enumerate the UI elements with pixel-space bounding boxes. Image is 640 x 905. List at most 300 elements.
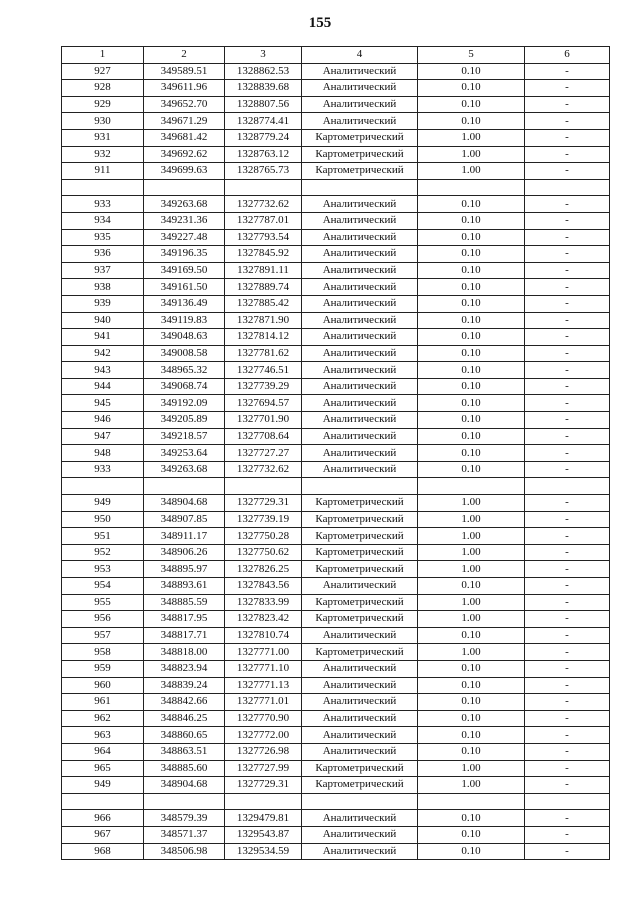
table-row [62,246,610,263]
accuracy-cell: 0.10 [418,345,525,362]
x-coordinate-cell: 348823.94 [144,660,225,677]
point-number-cell: 941 [62,329,144,346]
table-row [62,544,610,561]
x-coordinate-cell: 348860.65 [144,727,225,744]
accuracy-cell: 0.10 [418,279,525,296]
x-coordinate-cell: 349008.58 [144,345,225,362]
note-cell: - [525,378,610,395]
point-number-cell: 955 [62,594,144,611]
y-coordinate-cell: 1328765.73 [225,163,302,180]
note-cell: - [525,96,610,113]
point-number-cell: 953 [62,561,144,578]
x-coordinate-cell: 349263.68 [144,196,225,213]
point-number-cell: 944 [62,378,144,395]
method-cell: Аналитический [302,412,418,429]
note-cell: - [525,495,610,512]
method-cell [302,179,418,196]
point-number-cell: 939 [62,295,144,312]
method-cell: Аналитический [302,312,418,329]
point-number-cell: 962 [62,710,144,727]
method-cell: Картометрический [302,544,418,561]
method-cell: Аналитический [302,578,418,595]
y-coordinate-cell: 1327885.42 [225,295,302,312]
y-coordinate-cell: 1328862.53 [225,63,302,80]
point-number-cell: 949 [62,777,144,794]
table-row [62,528,610,545]
method-cell: Аналитический [302,246,418,263]
y-coordinate-cell: 1327871.90 [225,312,302,329]
note-cell: - [525,262,610,279]
method-cell: Аналитический [302,212,418,229]
x-coordinate-cell: 349161.50 [144,279,225,296]
accuracy-cell [418,793,525,810]
method-cell: Картометрический [302,777,418,794]
table-row [62,146,610,163]
point-number-cell: 950 [62,511,144,528]
note-cell: - [525,129,610,146]
note-cell: - [525,694,610,711]
method-cell: Аналитический [302,428,418,445]
x-coordinate-cell: 348895.97 [144,561,225,578]
accuracy-cell: 0.10 [418,395,525,412]
table-row [62,395,610,412]
method-cell: Аналитический [302,694,418,711]
note-cell: - [525,445,610,462]
method-cell: Аналитический [302,345,418,362]
note-cell: - [525,743,610,760]
point-number-cell: 934 [62,212,144,229]
point-number-cell: 936 [62,246,144,263]
note-cell: - [525,212,610,229]
table-row [62,295,610,312]
accuracy-cell: 0.10 [418,445,525,462]
table-row [62,578,610,595]
note-cell: - [525,345,610,362]
method-cell: Аналитический [302,362,418,379]
accuracy-cell: 1.00 [418,528,525,545]
point-number-cell: 951 [62,528,144,545]
x-coordinate-cell: 349205.89 [144,412,225,429]
table-body [62,63,610,860]
accuracy-cell: 1.00 [418,777,525,794]
y-coordinate-cell: 1327750.28 [225,528,302,545]
point-number-cell: 937 [62,262,144,279]
note-cell: - [525,826,610,843]
method-cell: Картометрический [302,611,418,628]
y-coordinate-cell: 1327843.56 [225,578,302,595]
accuracy-cell: 1.00 [418,129,525,146]
x-coordinate-cell: 348885.60 [144,760,225,777]
x-coordinate-cell: 349699.63 [144,163,225,180]
point-number-cell: 933 [62,461,144,478]
method-cell: Аналитический [302,743,418,760]
y-coordinate-cell: 1327771.01 [225,694,302,711]
note-cell: - [525,395,610,412]
note-cell: - [525,644,610,661]
accuracy-cell: 0.10 [418,627,525,644]
note-cell: - [525,760,610,777]
x-coordinate-cell: 348846.25 [144,710,225,727]
point-number-cell: 956 [62,611,144,628]
point-number-cell: 927 [62,63,144,80]
point-number-cell: 928 [62,80,144,97]
table-row [62,163,610,180]
note-cell: - [525,246,610,263]
y-coordinate-cell: 1327739.29 [225,378,302,395]
y-coordinate-cell: 1327732.62 [225,196,302,213]
y-coordinate-cell: 1327845.92 [225,246,302,263]
table-row [62,412,610,429]
table-row [62,378,610,395]
x-coordinate-cell: 349681.42 [144,129,225,146]
point-number-cell: 911 [62,163,144,180]
table-row [62,129,610,146]
method-cell [302,793,418,810]
note-cell: - [525,677,610,694]
y-coordinate-cell: 1327891.11 [225,262,302,279]
x-coordinate-cell: 348817.71 [144,627,225,644]
accuracy-cell: 0.10 [418,826,525,843]
table-row [62,196,610,213]
accuracy-cell: 0.10 [418,461,525,478]
y-coordinate-cell: 1327771.00 [225,644,302,661]
note-cell: - [525,710,610,727]
accuracy-cell: 0.10 [418,196,525,213]
point-number-cell [62,793,144,810]
point-number-cell: 952 [62,544,144,561]
y-coordinate-cell: 1327889.74 [225,279,302,296]
y-coordinate-cell: 1327771.10 [225,660,302,677]
note-cell: - [525,544,610,561]
accuracy-cell [418,179,525,196]
note-cell: - [525,428,610,445]
point-number-cell: 935 [62,229,144,246]
table-row [62,760,610,777]
accuracy-cell: 0.10 [418,428,525,445]
accuracy-cell: 0.10 [418,843,525,860]
table-row [62,826,610,843]
accuracy-cell: 1.00 [418,544,525,561]
method-cell: Аналитический [302,63,418,80]
table-row [62,561,610,578]
table-row [62,694,610,711]
point-number-cell: 948 [62,445,144,462]
note-cell: - [525,528,610,545]
point-number-cell: 949 [62,495,144,512]
accuracy-cell: 0.10 [418,710,525,727]
y-coordinate-cell: 1327814.12 [225,329,302,346]
accuracy-cell: 0.10 [418,229,525,246]
method-cell: Картометрический [302,163,418,180]
accuracy-cell: 0.10 [418,412,525,429]
method-cell: Аналитический [302,229,418,246]
method-cell: Аналитический [302,810,418,827]
x-coordinate-cell: 349611.96 [144,80,225,97]
x-coordinate-cell: 348885.59 [144,594,225,611]
point-number-cell [62,179,144,196]
coordinates-table [61,46,610,860]
y-coordinate-cell: 1327793.54 [225,229,302,246]
point-number-cell: 931 [62,129,144,146]
method-cell: Аналитический [302,660,418,677]
method-cell: Картометрический [302,760,418,777]
x-coordinate-cell [144,793,225,810]
point-number-cell: 968 [62,843,144,860]
table-row [62,644,610,661]
x-coordinate-cell: 348965.32 [144,362,225,379]
note-cell: - [525,611,610,628]
y-coordinate-cell: 1327727.27 [225,445,302,462]
y-coordinate-cell: 1327781.62 [225,345,302,362]
method-cell: Аналитический [302,295,418,312]
header-row [62,47,610,64]
column-header: 4 [302,47,418,64]
table-row [62,80,610,97]
x-coordinate-cell: 348842.66 [144,694,225,711]
x-coordinate-cell [144,179,225,196]
note-cell [525,179,610,196]
y-coordinate-cell [225,793,302,810]
y-coordinate-cell: 1327701.90 [225,412,302,429]
accuracy-cell: 1.00 [418,495,525,512]
note-cell: - [525,727,610,744]
method-cell: Аналитический [302,279,418,296]
method-cell: Аналитический [302,395,418,412]
accuracy-cell: 0.10 [418,378,525,395]
x-coordinate-cell: 348893.61 [144,578,225,595]
point-number-cell: 960 [62,677,144,694]
point-number-cell: 945 [62,395,144,412]
table-row [62,727,610,744]
y-coordinate-cell: 1328774.41 [225,113,302,130]
table-row [62,428,610,445]
table-row [62,63,610,80]
x-coordinate-cell: 349136.49 [144,295,225,312]
separator-row [62,793,610,810]
point-number-cell: 946 [62,412,144,429]
accuracy-cell: 0.10 [418,578,525,595]
method-cell: Картометрический [302,644,418,661]
table-row [62,229,610,246]
note-cell: - [525,511,610,528]
method-cell: Картометрический [302,129,418,146]
method-cell: Картометрический [302,594,418,611]
table-row [62,677,610,694]
note-cell: - [525,80,610,97]
table-row [62,113,610,130]
note-cell: - [525,163,610,180]
note-cell [525,478,610,495]
method-cell: Аналитический [302,627,418,644]
x-coordinate-cell: 349068.74 [144,378,225,395]
point-number-cell: 963 [62,727,144,744]
x-coordinate-cell: 349196.35 [144,246,225,263]
column-header: 6 [525,47,610,64]
note-cell: - [525,63,610,80]
y-coordinate-cell: 1327729.31 [225,495,302,512]
table-row [62,710,610,727]
y-coordinate-cell: 1328779.24 [225,129,302,146]
note-cell: - [525,329,610,346]
x-coordinate-cell: 348839.24 [144,677,225,694]
note-cell: - [525,229,610,246]
table-row [62,362,610,379]
table-row [62,445,610,462]
point-number-cell: 943 [62,362,144,379]
point-number-cell: 959 [62,660,144,677]
method-cell: Аналитический [302,80,418,97]
x-coordinate-cell: 349671.29 [144,113,225,130]
y-coordinate-cell: 1327826.25 [225,561,302,578]
note-cell: - [525,810,610,827]
accuracy-cell: 0.10 [418,96,525,113]
accuracy-cell: 0.10 [418,677,525,694]
note-cell: - [525,196,610,213]
point-number-cell: 940 [62,312,144,329]
x-coordinate-cell: 348863.51 [144,743,225,760]
note-cell: - [525,279,610,296]
table-row [62,495,610,512]
table-row [62,461,610,478]
y-coordinate-cell: 1328839.68 [225,80,302,97]
point-number-cell: 954 [62,578,144,595]
point-number-cell: 947 [62,428,144,445]
column-header: 2 [144,47,225,64]
method-cell: Аналитический [302,461,418,478]
table-row [62,777,610,794]
table-row [62,96,610,113]
table-row [62,511,610,528]
table-row [62,329,610,346]
y-coordinate-cell [225,478,302,495]
y-coordinate-cell: 1329543.87 [225,826,302,843]
note-cell: - [525,660,610,677]
x-coordinate-cell: 348911.17 [144,528,225,545]
y-coordinate-cell: 1327746.51 [225,362,302,379]
point-number-cell: 932 [62,146,144,163]
method-cell: Аналитический [302,710,418,727]
point-number-cell: 961 [62,694,144,711]
accuracy-cell: 0.10 [418,113,525,130]
method-cell: Картометрический [302,561,418,578]
method-cell: Аналитический [302,96,418,113]
point-number-cell: 942 [62,345,144,362]
table-row [62,611,610,628]
table-row [62,212,610,229]
accuracy-cell: 1.00 [418,594,525,611]
table-header [62,47,610,64]
x-coordinate-cell: 349652.70 [144,96,225,113]
x-coordinate-cell: 349253.64 [144,445,225,462]
column-header: 3 [225,47,302,64]
accuracy-cell: 0.10 [418,329,525,346]
note-cell: - [525,777,610,794]
y-coordinate-cell: 1327823.42 [225,611,302,628]
accuracy-cell: 0.10 [418,212,525,229]
table-row [62,627,610,644]
table-row [62,345,610,362]
point-number-cell: 967 [62,826,144,843]
point-number-cell: 964 [62,743,144,760]
note-cell: - [525,594,610,611]
x-coordinate-cell: 348817.95 [144,611,225,628]
y-coordinate-cell [225,179,302,196]
note-cell: - [525,627,610,644]
x-coordinate-cell: 349227.48 [144,229,225,246]
x-coordinate-cell: 349048.63 [144,329,225,346]
accuracy-cell: 1.00 [418,561,525,578]
table-row [62,312,610,329]
accuracy-cell: 1.00 [418,511,525,528]
method-cell: Аналитический [302,826,418,843]
point-number-cell: 957 [62,627,144,644]
y-coordinate-cell: 1327833.99 [225,594,302,611]
point-number-cell: 938 [62,279,144,296]
table-row [62,743,610,760]
point-number-cell: 930 [62,113,144,130]
y-coordinate-cell: 1327739.19 [225,511,302,528]
y-coordinate-cell: 1328763.12 [225,146,302,163]
y-coordinate-cell: 1327770.90 [225,710,302,727]
accuracy-cell: 0.10 [418,660,525,677]
x-coordinate-cell: 349231.36 [144,212,225,229]
note-cell: - [525,461,610,478]
point-number-cell [62,478,144,495]
y-coordinate-cell: 1328807.56 [225,96,302,113]
table-row [62,279,610,296]
note-cell: - [525,146,610,163]
y-coordinate-cell: 1327729.31 [225,777,302,794]
table-row [62,843,610,860]
accuracy-cell: 0.10 [418,262,525,279]
method-cell: Картометрический [302,495,418,512]
note-cell: - [525,578,610,595]
table-row [62,810,610,827]
accuracy-cell: 1.00 [418,644,525,661]
x-coordinate-cell [144,478,225,495]
method-cell: Аналитический [302,378,418,395]
accuracy-cell: 0.10 [418,810,525,827]
table-row [62,262,610,279]
accuracy-cell: 0.10 [418,63,525,80]
note-cell: - [525,362,610,379]
note-cell: - [525,561,610,578]
y-coordinate-cell: 1327810.74 [225,627,302,644]
accuracy-cell: 0.10 [418,362,525,379]
x-coordinate-cell: 349589.51 [144,63,225,80]
accuracy-cell: 0.10 [418,246,525,263]
accuracy-cell: 0.10 [418,312,525,329]
note-cell: - [525,113,610,130]
note-cell: - [525,295,610,312]
method-cell: Аналитический [302,843,418,860]
x-coordinate-cell: 348818.00 [144,644,225,661]
point-number-cell: 933 [62,196,144,213]
method-cell: Аналитический [302,329,418,346]
y-coordinate-cell: 1327726.98 [225,743,302,760]
note-cell: - [525,412,610,429]
x-coordinate-cell: 348904.68 [144,777,225,794]
x-coordinate-cell: 348907.85 [144,511,225,528]
page-number: 155 [308,15,332,31]
separator-row [62,179,610,196]
accuracy-cell: 1.00 [418,611,525,628]
y-coordinate-cell: 1327771.13 [225,677,302,694]
accuracy-cell: 0.10 [418,295,525,312]
y-coordinate-cell: 1327772.00 [225,727,302,744]
note-cell: - [525,312,610,329]
y-coordinate-cell: 1327732.62 [225,461,302,478]
